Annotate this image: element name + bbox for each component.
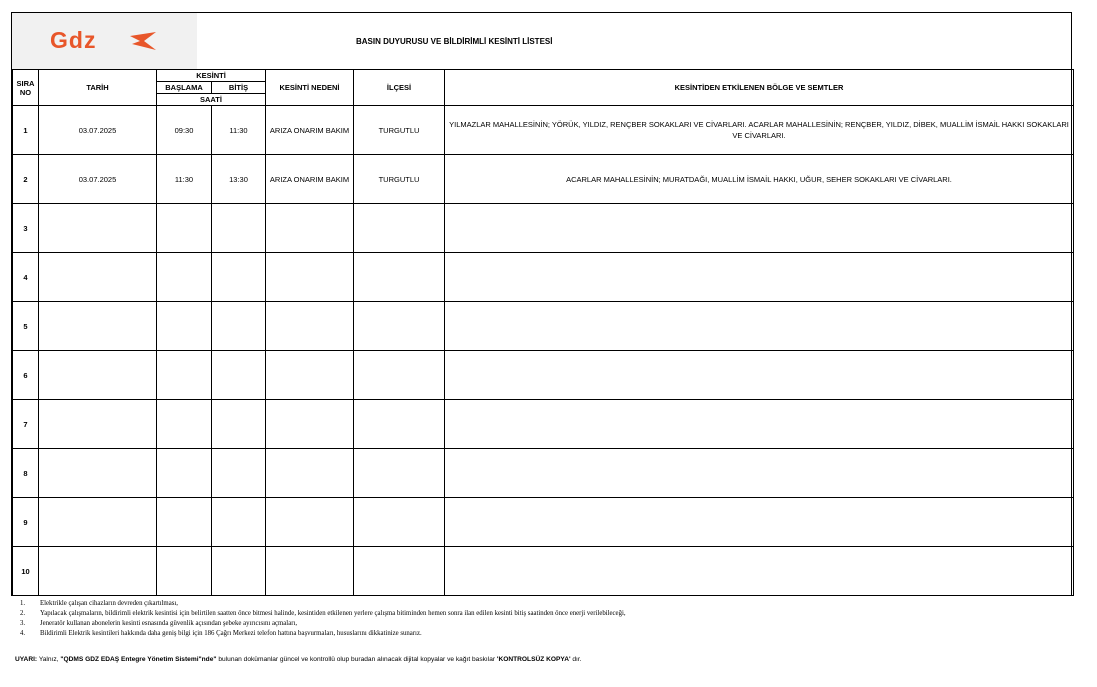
header-saati: SAATİ <box>157 94 266 106</box>
table-row <box>13 351 1074 400</box>
table-row <box>13 498 1074 547</box>
row-date <box>39 302 157 351</box>
gdz-logo: Gdz <box>50 27 97 53</box>
row-reason <box>266 351 354 400</box>
row-district: TURGUTLU <box>354 106 445 155</box>
row-date: 03.07.2025 <box>39 155 157 204</box>
row-date <box>39 498 157 547</box>
row-end-time: 11:30 <box>212 106 266 155</box>
row-number: 3 <box>13 204 39 253</box>
note-item: 1. Elektrikle çalışan cihazların devreden çıkartılması, <box>20 600 178 607</box>
row-start-time <box>157 253 212 302</box>
row-start-time <box>157 498 212 547</box>
document-sheet <box>11 12 1072 596</box>
uncontrolled-copy-warning: UYARI: Yalnız, "QDMS GDZ EDAŞ Entegre Yönetim Sistemi"nde" bulunan dokümanlar güncel ve kontrollü olup buradan alınacak dijital kopyalar ve kağıt baskılar 'KONTROLSÜZ KOPYA' dır. <box>15 656 582 663</box>
table-row <box>13 302 1074 351</box>
row-start-time <box>157 449 212 498</box>
header-kesinti-nedeni: KESİNTİ NEDENİ <box>266 70 354 106</box>
table-row <box>13 155 1074 204</box>
row-date <box>39 547 157 596</box>
row-affected-area <box>445 253 1074 302</box>
row-reason <box>266 253 354 302</box>
row-date <box>39 400 157 449</box>
row-reason: ARIZA ONARIM BAKIM <box>266 155 354 204</box>
row-number: 7 <box>13 400 39 449</box>
note-item: 4. Bildirimli Elektrik kesintileri hakkında daha geniş bilgi için 186 Çağrı Merkezi telefon hattına başvurmaları, hususlarını dikkatinize sunarız. <box>20 630 422 637</box>
row-district <box>354 449 445 498</box>
logo-arrow-icon <box>130 32 156 50</box>
row-affected-area: YILMAZLAR MAHALLESİNİN; YÖRÜK, YILDIZ, RENÇBER SOKAKLARI VE CİVARLARI. ACARLAR MAHALLESİNİN; RENÇBER, YILDIZ, DİBEK, MUALLİM İSMAİL HAKKI SOKAKLARI VE CİVARLARI. <box>445 106 1074 155</box>
row-date <box>39 204 157 253</box>
row-reason <box>266 204 354 253</box>
header-kesinti: KESİNTİ <box>157 70 266 82</box>
row-start-time <box>157 547 212 596</box>
row-date: 03.07.2025 <box>39 106 157 155</box>
row-date <box>39 351 157 400</box>
header-bitis: BİTİŞ <box>212 82 266 94</box>
table-row <box>13 547 1074 596</box>
row-number: 9 <box>13 498 39 547</box>
row-number: 8 <box>13 449 39 498</box>
table-row <box>13 106 1074 155</box>
row-end-time <box>212 302 266 351</box>
row-date <box>39 253 157 302</box>
row-reason <box>266 547 354 596</box>
row-affected-area <box>445 351 1074 400</box>
row-date <box>39 449 157 498</box>
row-end-time <box>212 449 266 498</box>
row-district <box>354 547 445 596</box>
note-item: 2. Yapılacak çalışmaların, bildirimli elektrik kesintisi için belirtilen saatten önce bitmesi halinde, kesintiden etkilenen yerlere çalışma bitiminden hemen sonra ilan edilen kesinti bitiş saatinden önce enerji verilebileceği, <box>20 610 626 617</box>
row-affected-area <box>445 449 1074 498</box>
row-district <box>354 253 445 302</box>
row-end-time: 13:30 <box>212 155 266 204</box>
row-affected-area <box>445 547 1074 596</box>
row-district: TURGUTLU <box>354 155 445 204</box>
header-ilcesi: İLÇESİ <box>354 70 445 106</box>
row-start-time <box>157 302 212 351</box>
row-number: 6 <box>13 351 39 400</box>
header-sira-no: SIRA NO <box>13 70 39 106</box>
table-row <box>13 253 1074 302</box>
row-reason <box>266 449 354 498</box>
row-number: 2 <box>13 155 39 204</box>
row-affected-area <box>445 400 1074 449</box>
row-end-time <box>212 253 266 302</box>
row-district <box>354 498 445 547</box>
row-start-time: 09:30 <box>157 106 212 155</box>
row-district <box>354 400 445 449</box>
row-start-time: 11:30 <box>157 155 212 204</box>
row-affected-area <box>445 498 1074 547</box>
row-end-time <box>212 204 266 253</box>
row-number: 5 <box>13 302 39 351</box>
outage-table <box>12 69 1074 596</box>
document-title: BASIN DUYURUSU VE BİLDİRİMLİ KESİNTİ LİSTESİ <box>356 37 553 46</box>
row-number: 1 <box>13 106 39 155</box>
table-row <box>13 449 1074 498</box>
row-reason <box>266 498 354 547</box>
row-reason <box>266 302 354 351</box>
header-tarih: TARİH <box>39 70 157 106</box>
row-reason: ARIZA ONARIM BAKIM <box>266 106 354 155</box>
table-row <box>13 400 1074 449</box>
row-district <box>354 351 445 400</box>
header-bolge: KESİNTİDEN ETKİLENEN BÖLGE VE SEMTLER <box>445 70 1074 106</box>
row-start-time <box>157 351 212 400</box>
row-start-time <box>157 204 212 253</box>
row-end-time <box>212 351 266 400</box>
header-baslama: BAŞLAMA <box>157 82 212 94</box>
row-end-time <box>212 547 266 596</box>
row-affected-area: ACARLAR MAHALLESİNİN; MURATDAĞI, MUALLİM İSMAİL HAKKI, UĞUR, SEHER SOKAKLARI VE CİVARLARI. <box>445 155 1074 204</box>
row-district <box>354 204 445 253</box>
row-district <box>354 302 445 351</box>
row-affected-area <box>445 204 1074 253</box>
row-end-time <box>212 400 266 449</box>
row-reason <box>266 400 354 449</box>
row-number: 4 <box>13 253 39 302</box>
note-item: 3. Jeneratör kullanan abonelerin kesinti esnasında güvenlik açısından şebeke ayırıcısını açmaları, <box>20 620 298 627</box>
logo-area <box>12 13 197 69</box>
row-start-time <box>157 400 212 449</box>
row-affected-area <box>445 302 1074 351</box>
row-number: 10 <box>13 547 39 596</box>
table-row <box>13 204 1074 253</box>
notes-list <box>20 599 626 639</box>
row-end-time <box>212 498 266 547</box>
